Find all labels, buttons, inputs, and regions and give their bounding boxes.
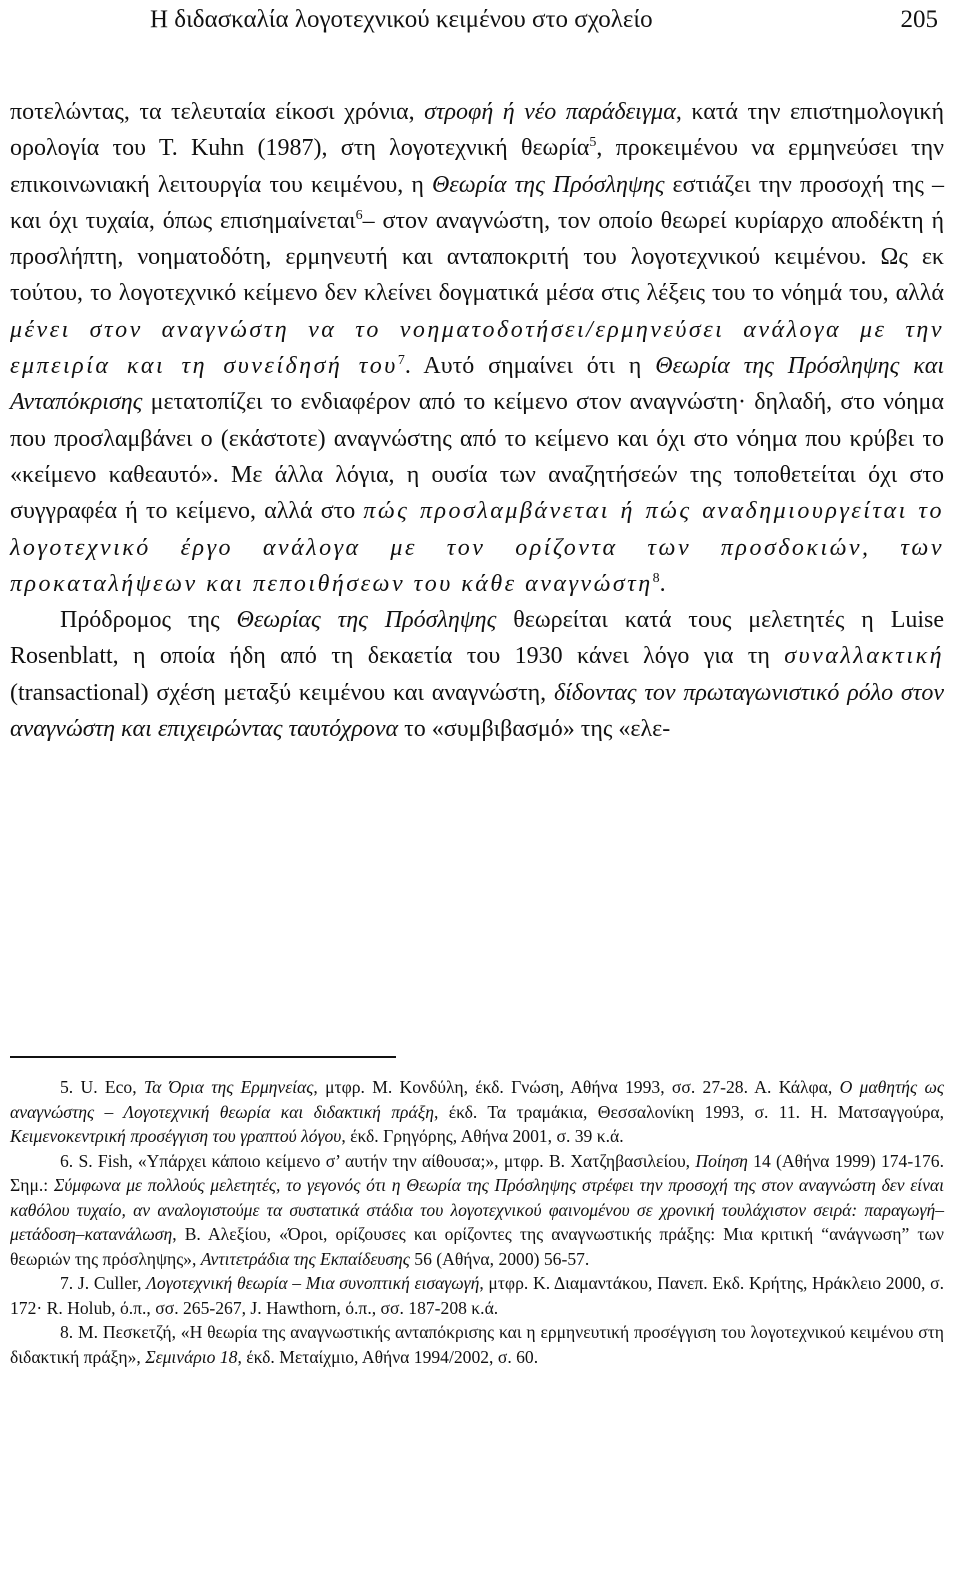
footnote-ref-8[interactable]: 8 (652, 570, 660, 586)
emphasis: Θεωρία της Πρόσληψης και Ανταπόκρισης (10, 353, 944, 416)
emphasis: Τα Όρια της Ερμηνείας (143, 1077, 314, 1097)
text-run: στον αναγνώστη, τον οποίο θεωρεί κυρίαρχο αποδέκτη ή προσλήπτη, νοηματοδότη, ερμηνευτή και ανταποκριτή του λογοτεχνικού κειμένου. (10, 207, 945, 271)
footnotes (10, 1075, 944, 1369)
text-run: εστιάζει την προσοχή της –και όχι τυχαία, όπως επισημαίνεται (10, 171, 944, 234)
text-run: 6. S. Fish, «Υπάρχει κάποιο κείμενο σ’ αυτήν την αίθουσα;», μτφρ. Β. Χατζηβασιλείου, (60, 1150, 696, 1171)
text-run: , μτφρ. Μ. Κονδύλη, έκδ. Γνώση, Αθήνα 1993, σσ. 27-28. Α. Κάλφα, (313, 1077, 840, 1097)
spaced-emphasis: συναλλακτική (784, 643, 944, 670)
spaced-emphasis: μένει στον αναγνώστη να το νοηματοδοτήσει/ερμηνεύσει ανάλογα με την εμπειρία και τη συνείδησή του (10, 316, 944, 380)
text-run: Ως εκ τούτου, το λογοτεχνικό κείμενο δεν κλείνει δογματικά μέσα στις λέξεις του το νόημά του, αλλά (10, 244, 944, 307)
emphasis: Σεμινάριο 18 (145, 1346, 238, 1367)
footnote-ref-5[interactable]: 5 (589, 135, 597, 151)
emphasis: Θεωρίας της Πρόσληψης (236, 607, 497, 634)
spaced-emphasis: πώς προσλαμβάνεται ή πώς αναδημιουργείται το λογοτεχνικό έργο ανάλογα με τον ορίζοντα των προσδοκιών, των προκαταλήψεων και πεποιθήσεων του κάθε αναγνώστη (10, 498, 944, 597)
running-title: Η διδασκαλία λογοτεχνικού κειμένου στο σχολείο (150, 6, 653, 33)
emphasis: Αντιτετράδια της Εκπαίδευσης (200, 1248, 410, 1269)
emphasis: Θεωρία της Πρόσληψης (431, 171, 665, 198)
text-run: . Αυτό σημαίνει ότι η (404, 353, 656, 380)
footnote-divider (10, 1056, 396, 1058)
emphasis: στροφή ή νέο παράδειγμα (424, 99, 676, 125)
paragraph-1 (10, 94, 944, 602)
footnote-6 (10, 1149, 944, 1272)
text-run: , έκδ. Τα τραμάκια, Θεσσαλονίκη 1993, σ. 11. Η. Ματσαγγούρα, (434, 1101, 944, 1122)
footnote-7 (10, 1271, 944, 1320)
text-run: 14 (Αθήνα 1999) 174-176. Σημ.: (10, 1150, 944, 1195)
text-run: , μτφρ. Κ. Διαμαντάκου, Πανεπ. Εκδ. Κρήτης, Ηράκλειο 2000, σ. 172· R. Holub, ό.π., σσ. 265-267, J. Hawthorn, ό.π., σσ. 187-208 κ.ά. (10, 1273, 944, 1318)
text-run: , έκδ. Μεταίχμιο, Αθήνα 1994/2002, σ. 60. (237, 1346, 539, 1367)
text-run: , προκειμένου να ερμηνεύσει την επικοινωνιακή λειτουργία του κειμένου, η (10, 135, 945, 198)
main-text (10, 94, 944, 747)
footnote-ref-6[interactable]: 6 (355, 207, 363, 223)
text-run: – (362, 207, 383, 234)
text-run: (transactional) σχέση μεταξύ κειμένου και αναγνώστη, (10, 679, 554, 706)
page-number: 205 (900, 6, 938, 33)
text-run: Πρόδρομος της (60, 607, 237, 634)
emphasis: Λογοτεχνική θεωρία – Μια συνοπτική εισαγωγή (146, 1273, 480, 1293)
text-run: 8. Μ. Πεσκετζή, «Η θεωρία της αναγνωστικής ανταπόκρισης και η ερμηνευτική προσέγγιση του λογοτεχνικού κειμένου στη διδακτική πράξη», (10, 1322, 944, 1367)
text-run: . (659, 570, 666, 597)
footnote-5 (10, 1075, 944, 1149)
emphasis: Σύμφωνα με πολλούς μελετητές, το γεγονός ότι η Θεωρία της Πρόσληψης στρέφει την προσοχή της στον αναγνώστη δεν είναι καθόλου τυχαίο, αν αναλογιστούμε τα συστατικά στάδια του λογοτεχνικού φαινομένου σε χρονική τουλάχιστον σειρά: παραγωγή–μετάδοση–κατανάλωση (10, 1175, 945, 1244)
text-run: , έκδ. Γρηγόρης, Αθήνα 2001, σ. 39 κ.ά. (341, 1126, 624, 1146)
text-run: 5. U. Eco, (60, 1077, 144, 1097)
footnote-ref-7[interactable]: 7 (397, 353, 405, 369)
emphasis: Κειμενοκεντρική προσέγγιση του γραπτού λόγου (10, 1126, 342, 1146)
footnote-8 (10, 1320, 944, 1369)
text-run: ποτελώντας, τα τελευταία είκοσι χρόνια, (10, 99, 425, 125)
emphasis: δίδοντας τον πρωταγωνιστικό ρόλο στον αναγνώστη και επιχειρώντας ταυτόχρονα (10, 679, 945, 743)
paragraph-2 (10, 602, 944, 747)
text-run: , Β. Αλεξίου, «Όροι, ορίζουσες και ορίζοντες της αναγνωστικής πράξης: Μια κριτική “ανάγνωση” των θεωριών της πρόσληψης», (10, 1224, 944, 1269)
text-run: 7. J. Culler, (60, 1273, 147, 1293)
emphasis: Ποίηση (695, 1150, 748, 1171)
text-run: 56 (Αθήνα, 2000) 56-57. (409, 1248, 590, 1269)
text-run: , κατά την επιστημολογική ορολογία του Τ. Kuhn (1987), στη λογοτεχνική θεωρία (10, 99, 945, 162)
emphasis: Ο μαθητής ως αναγνώστης – Λογοτεχνική θεωρία και διδακτική πράξη (10, 1077, 945, 1122)
running-header (150, 2, 938, 38)
text-run: μετατοπίζει το ενδιαφέρον από το κείμενο στον αναγνώστη· δηλαδή, στο νόημα που προσλαμβάνει ο (εκάστοτε) αναγνώστης από το κείμενο και όχι στο νόημα που κρύβει το «κείμενο καθεαυτό». Με άλλα λόγια, η ουσία των αναζητήσεών της τοποθετείται όχι στο συγγραφέα ή το κείμενο, αλλά στο (10, 389, 944, 525)
text-run: θεωρείται κατά τους μελετητές η Luise Rosenblatt, η οποία ήδη από τη δεκαετία του 1930 κάνει λόγο για τη (10, 607, 945, 670)
text-run: το «συμβιβασμό» της «ελε- (398, 716, 671, 743)
